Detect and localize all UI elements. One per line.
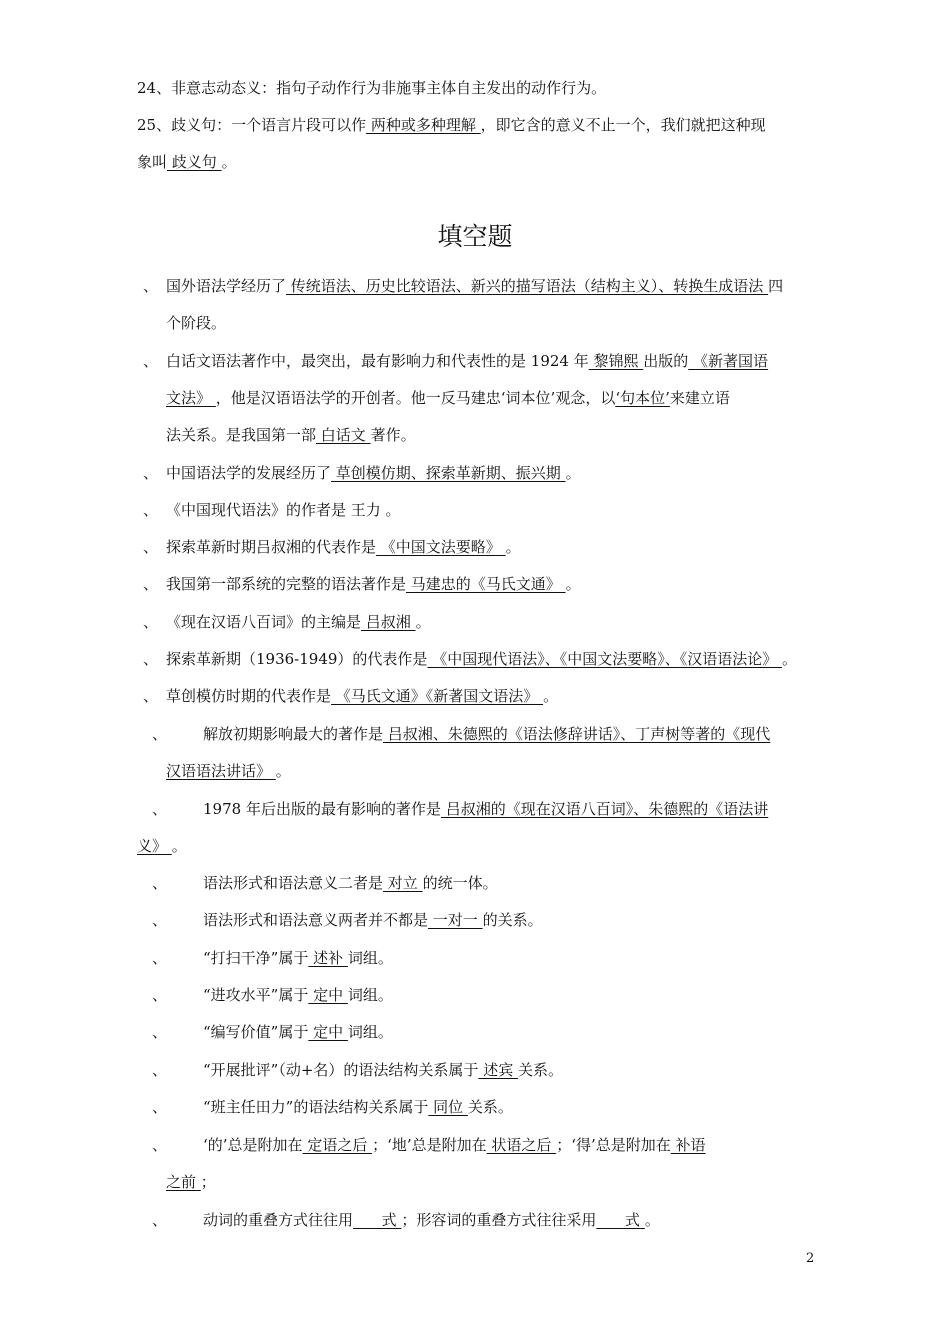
item-9: 草创模仿时期的代表作是 《马氏文通》《新著国文语法》 。 (166, 687, 559, 705)
definition-25: 25、歧义句：一个语言片段可以作 两种或多种理解 ，即它含的意义不止一个，我们就把这种现 (137, 116, 766, 134)
item-11-cont: 义》 。 (137, 837, 187, 855)
item-1-cont: 个阶段。 (166, 314, 227, 332)
item-1: 国外语法学经历了 传统语法、历史比较语法、新兴的描写语法（结构主义）、转换生成语法 四 (166, 277, 784, 295)
item-bullet: 、 (143, 352, 159, 370)
item-16: “编写价值”属于 定中 词组。 (203, 1023, 393, 1041)
definition-25-cont: 象叫 歧义句 。 (137, 153, 237, 171)
item-6: 我国第一部系统的完整的语法著作是 马建忠的《马氏文通》 。 (166, 575, 581, 593)
item-bullet: 、 (152, 986, 168, 1004)
item-2: 白话文语法著作中，最突出，最有影响力和代表性的是 1924 年 黎锦熙 出版的 《新著国语 (166, 352, 769, 370)
item-20: 动词的重叠方式往往用 式 ；形容词的重叠方式往往采用 式 。 (203, 1211, 660, 1229)
item-bullet: 、 (143, 538, 159, 556)
item-bullet: 、 (143, 613, 159, 631)
item-bullet: 、 (143, 650, 159, 668)
item-bullet: 、 (152, 725, 168, 743)
item-bullet: 、 (152, 1098, 168, 1116)
item-8: 探索革新期（1936-1949）的代表作是 《中国现代语法》、《中国文法要略》、《汉语语法论》 。 (166, 650, 797, 668)
item-bullet: 、 (143, 575, 159, 593)
item-5: 探索革新时期吕叔湘的代表作是 《中国文法要略》 。 (166, 538, 521, 556)
item-14: “打扫干净”属于 述补 词组。 (203, 949, 393, 967)
definition-24: 24、非意志动态义：指句子动作行为非施事主体自主发出的动作行为。 (137, 79, 607, 97)
item-bullet: 、 (152, 874, 168, 892)
item-bullet: 、 (152, 1061, 168, 1079)
item-3: 中国语法学的发展经历了 草创模仿期、探索革新期、振兴期 。 (166, 464, 581, 482)
item-bullet: 、 (152, 1023, 168, 1041)
item-2-cont: 文法》 ，他是汉语语法学的开创者。他一反马建忠‘词本位’观念，以‘句本位’来建立语 (166, 389, 730, 407)
item-13: 语法形式和语法意义两者并不都是 一对一 的关系。 (203, 911, 543, 929)
item-18: “班主任田力”的语法结构关系属于 同位 关系。 (203, 1098, 513, 1116)
item-15: “进攻水平”属于 定中 词组。 (203, 986, 393, 1004)
item-7: 《现在汉语八百词》的主编是 吕叔湘 。 (166, 613, 431, 631)
item-10: 解放初期影响最大的著作是 吕叔湘、朱德熙的《语法修辞讲话》、丁声树等著的《现代 (203, 725, 771, 743)
item-bullet: 、 (143, 501, 159, 519)
item-bullet: 、 (143, 687, 159, 705)
section-title: 填空题 (437, 222, 513, 251)
item-12: 语法形式和语法意义二者是 对立 的统一体。 (203, 874, 498, 892)
item-4: 《中国现代语法》的作者是 王力 。 (166, 501, 401, 519)
item-bullet: 、 (152, 949, 168, 967)
item-10-cont: 汉语语法讲话》 。 (166, 762, 291, 780)
item-17: “开展批评”（动+名）的语法结构关系属于 述宾 关系。 (203, 1061, 563, 1079)
item-19-cont: 之前 ； (166, 1173, 216, 1191)
item-bullet: 、 (143, 464, 159, 482)
item-bullet: 、 (152, 800, 168, 818)
item-bullet: 、 (152, 1136, 168, 1154)
item-bullet: 、 (152, 1211, 168, 1229)
item-19: ‘的’总是附加在 定语之后 ；‘地’总是附加在 状语之后 ；‘得’总是附加在 补语 (203, 1136, 706, 1154)
item-bullet: 、 (143, 277, 159, 295)
item-bullet: 、 (152, 911, 168, 929)
page-number: 2 (806, 1251, 815, 1266)
item-2-cont2: 法关系。是我国第一部 白话文 著作。 (166, 426, 416, 444)
item-11: 1978 年后出版的最有影响的著作是 吕叔湘的《现在汉语八百词》、朱德熙的《语法讲 (203, 800, 769, 818)
